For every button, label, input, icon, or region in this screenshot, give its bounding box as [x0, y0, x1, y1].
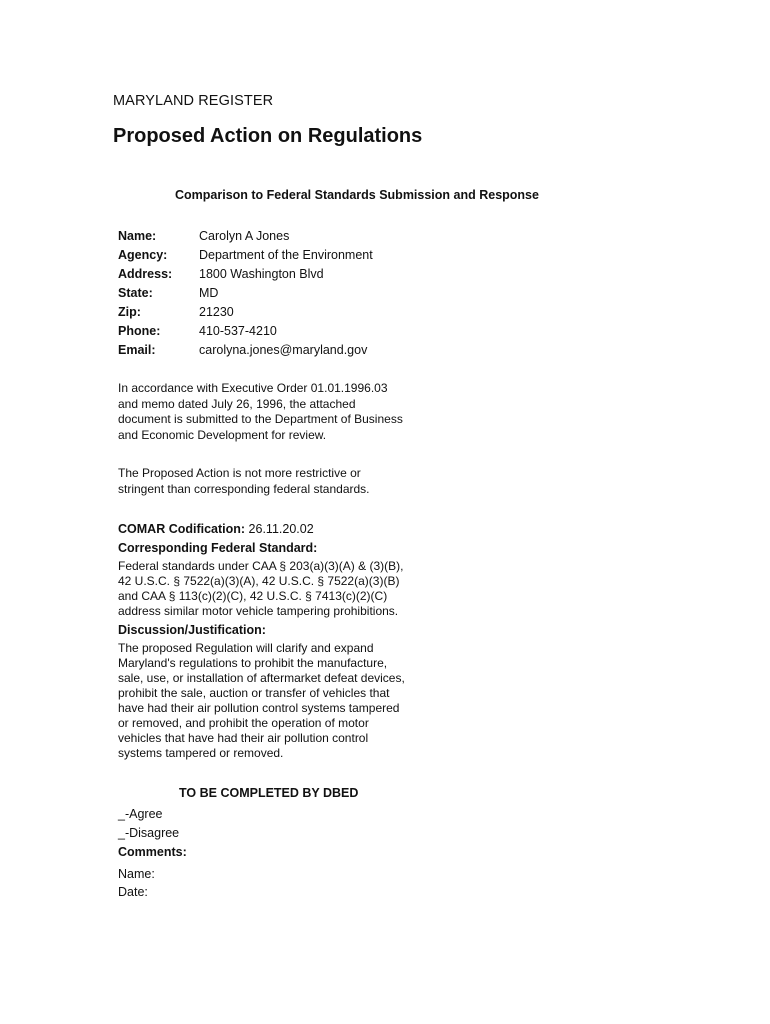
comar-label: COMAR Codification: — [118, 522, 246, 536]
text-line: sale, use, or installation of aftermarket defeat devices, — [118, 671, 405, 685]
comments-label: Comments: — [118, 845, 187, 859]
text-line: 42 U.S.C. § 7522(a)(3)(A), 42 U.S.C. § 7522(a)(3)(B) — [118, 574, 400, 588]
comar-codification — [118, 521, 438, 537]
contact-label: Name: — [118, 229, 157, 243]
date-field-label: Date: — [118, 885, 148, 899]
contact-email: carolyna.jones@maryland.gov — [199, 343, 368, 357]
contact-label: Agency: — [118, 248, 168, 262]
contact-row-name — [118, 228, 373, 247]
text-line: and CAA § 113(c)(2)(C), 42 U.S.C. § 7413(c)(2)(C) — [118, 589, 388, 603]
text-line: prohibit the sale, auction or transfer of vehicles that — [118, 686, 390, 700]
text-line: vehicles that have had their air pollution control — [118, 731, 369, 745]
federal-standard-text — [118, 559, 438, 619]
paragraph-line: In accordance with Executive Order 01.01.1996.03 — [118, 381, 388, 395]
register-heading: MARYLAND REGISTER — [113, 93, 274, 109]
paragraph-line: and memo dated July 26, 1996, the attached — [118, 396, 356, 411]
contact-value: Department of the Environment — [199, 248, 373, 262]
name-field-label: Name: — [118, 867, 155, 881]
contact-block — [118, 228, 373, 361]
paragraph-line: document is submitted to the Department of Business — [118, 412, 403, 426]
contact-value: 410-537-4210 — [199, 324, 277, 338]
executive-order-paragraph — [118, 381, 428, 443]
agree-option[interactable]: _-Agree — [118, 807, 163, 821]
disagree-option[interactable]: _-Disagree — [118, 826, 180, 840]
dbed-section — [118, 805, 187, 901]
contact-value: Carolyn A Jones — [199, 229, 290, 243]
contact-value: MD — [199, 286, 219, 300]
text-line: or removed, and prohibit the operation of motor — [118, 716, 369, 730]
text-line: have had their air pollution control systems tampered — [118, 701, 400, 715]
contact-value: 1800 Washington Blvd — [199, 267, 324, 281]
contact-row-phone — [118, 323, 373, 342]
text-line: address similar motor vehicle tampering prohibitions. — [118, 604, 399, 618]
contact-row-address — [118, 266, 373, 285]
contact-label: State: — [118, 286, 153, 300]
contact-label: Address: — [118, 267, 173, 281]
text-line: systems tampered or removed. — [118, 746, 284, 760]
paragraph-line: stringent than corresponding federal standards. — [118, 481, 370, 496]
contact-row-state — [118, 285, 373, 304]
contact-label: Zip: — [118, 305, 141, 319]
paragraph-line: The Proposed Action is not more restrictive or — [118, 466, 361, 480]
contact-label: Email: — [118, 343, 156, 357]
text-line: The proposed Regulation will clarify and expand — [118, 641, 374, 655]
contact-row-email — [118, 342, 373, 361]
federal-standard-heading: Corresponding Federal Standard: — [118, 541, 318, 555]
contact-row-zip — [118, 304, 373, 323]
text-line: Federal standards under CAA § 203(a)(3)(A) & (3)(B), — [118, 559, 404, 573]
restrictive-paragraph — [118, 466, 428, 497]
page-title: Proposed Action on Regulations — [113, 125, 423, 147]
comar-section — [118, 521, 438, 761]
paragraph-line: and Economic Development for review. — [118, 427, 327, 442]
discussion-text — [118, 641, 438, 761]
contact-label: Phone: — [118, 324, 161, 338]
contact-value: 21230 — [199, 305, 234, 319]
comar-value: 26.11.20.02 — [245, 522, 314, 536]
text-line: Maryland's regulations to prohibit the manufacture, — [118, 656, 388, 670]
dbed-heading: TO BE COMPLETED BY DBED — [179, 786, 359, 800]
discussion-heading: Discussion/Justification: — [118, 623, 266, 637]
contact-row-agency — [118, 247, 373, 266]
form-subtitle: Comparison to Federal Standards Submission and Response — [175, 188, 539, 202]
